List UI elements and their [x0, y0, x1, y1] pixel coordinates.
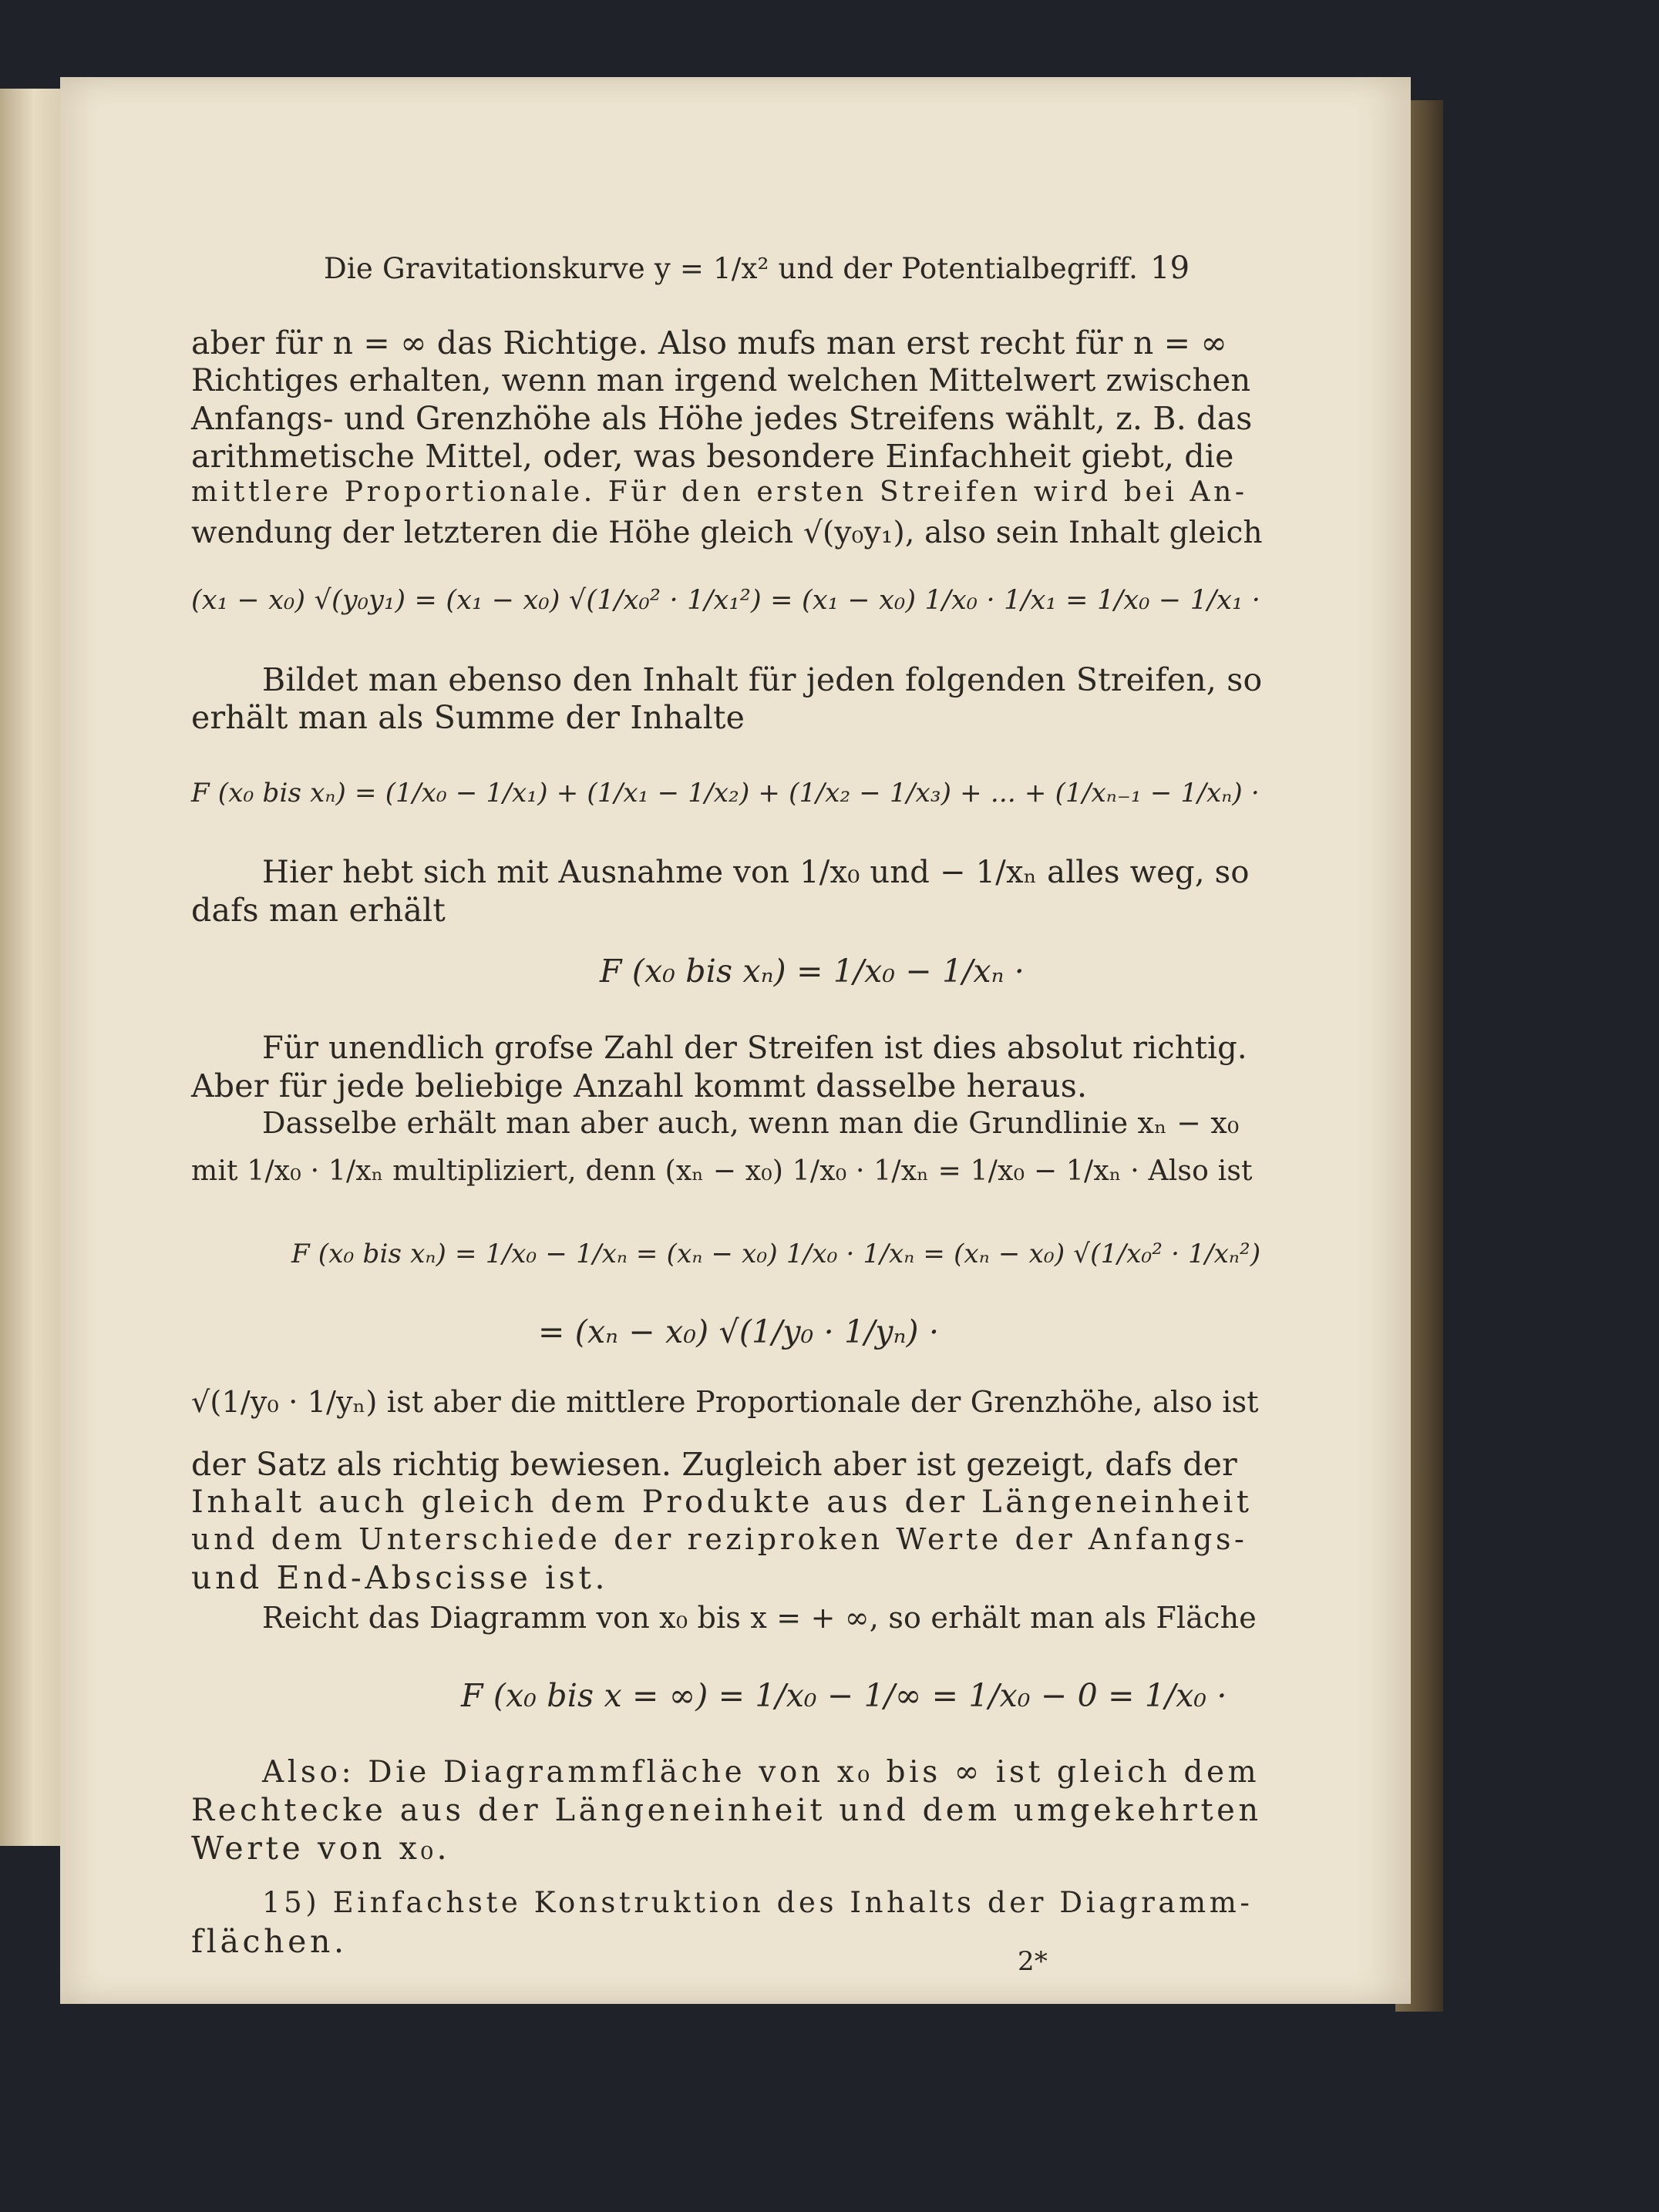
equation-infinite-area: F (x₀ bis x = ∞) = 1/x₀ − 1/∞ = 1/x₀ − 0 = 1/x₀ ·	[461, 1677, 1227, 1714]
text-line: der Satz als richtig bewiesen. Zugleich aber ist gezeigt, dafs der	[191, 1446, 1237, 1483]
text-line: Inhalt auch gleich dem Produkte aus der Längeneinheit	[191, 1484, 1253, 1520]
text-line: √(1/y₀ · 1/yₙ) ist aber die mittlere Proportionale der Grenzhöhe, also ist	[191, 1385, 1259, 1419]
text-line: Bildet man ebenso den Inhalt für jeden folgenden Streifen, so	[262, 661, 1263, 698]
signature-mark: 2*	[1018, 1946, 1048, 1977]
equation-geometric-mean: = (xₙ − x₀) √(1/y₀ · 1/yₙ) ·	[538, 1313, 940, 1350]
text-line: Werte von x₀.	[191, 1830, 451, 1867]
text-line: Also: Die Diagrammfläche von x₀ bis ∞ ist gleich dem	[262, 1755, 1260, 1790]
text-line: mit 1/x₀ · 1/xₙ multipliziert, denn (xₙ − x₀) 1/x₀ · 1/xₙ = 1/x₀ − 1/xₙ · Also ist	[191, 1155, 1253, 1187]
equation-first-strip: (x₁ − x₀) √(y₀y₁) = (x₁ − x₀) √(1/x₀² · 1/x₁²) = (x₁ − x₀) 1/x₀ · 1/x₁ = 1/x₀ − 1/x₁ ·	[191, 585, 1261, 616]
left-page-edge	[0, 89, 63, 1846]
text-line: Für unendlich grofse Zahl der Streifen ist dies absolut richtig.	[262, 1030, 1247, 1066]
text-line: und End-Abscisse ist.	[191, 1559, 609, 1596]
text-line: Hier hebt sich mit Ausnahme von 1/x₀ und − 1/xₙ alles weg, so	[262, 855, 1250, 890]
text-line: arithmetische Mittel, oder, was besondere Einfachheit giebt, die	[191, 438, 1234, 475]
equation-area-result: F (x₀ bis xₙ) = 1/x₀ − 1/xₙ ·	[600, 953, 1025, 990]
text-line: Richtiges erhalten, wenn man irgend welchen Mittelwert zwischen	[191, 363, 1251, 398]
text-line: erhält man als Summe der Inhalte	[191, 699, 745, 736]
text-line: Rechtecke aus der Längeneinheit und dem umgekehrten	[191, 1793, 1262, 1828]
text-line: Dasselbe erhält man aber auch, wenn man die Grundlinie xₙ − x₀	[262, 1106, 1240, 1140]
section-heading: 15) Einfachste Konstruktion des Inhalts der Diagramm-	[262, 1886, 1254, 1919]
running-title: Die Gravitationskurve y = 1/x² und der Potentialbegriff.	[324, 252, 1139, 285]
text-line: mittlere Proportionale. Für den ersten Streifen wird bei An-	[191, 476, 1248, 508]
text-line: Reicht das Diagramm von x₀ bis x = + ∞, so erhält man als Fläche	[262, 1601, 1257, 1635]
equation-sum-of-strips: F (x₀ bis xₙ) = (1/x₀ − 1/x₁) + (1/x₁ − 1/x₂) + (1/x₂ − 1/x₃) + ... + (1/xₙ₋₁ − 1/xₙ) ·	[191, 778, 1260, 808]
text-line: aber für n = ∞ das Richtige. Also mufs man erst recht für n = ∞	[191, 324, 1227, 361]
book-page	[60, 77, 1411, 2004]
page-number: 19	[1150, 250, 1190, 286]
text-line: Aber für jede beliebige Anzahl kommt dasselbe heraus.	[191, 1067, 1088, 1104]
text-line: Anfangs- und Grenzhöhe als Höhe jedes Streifens wählt, z. B. das	[191, 400, 1253, 437]
text-line: dafs man erhält	[191, 892, 446, 929]
text-line: wendung der letzteren die Höhe gleich √(y₀y₁), also sein Inhalt gleich	[191, 516, 1263, 550]
section-heading-continuation: flächen.	[191, 1923, 348, 1960]
text-line: und dem Unterschiede der reziproken Werte der Anfangs-	[191, 1522, 1248, 1556]
equation-area-identity: F (x₀ bis xₙ) = 1/x₀ − 1/xₙ = (xₙ − x₀) 1/x₀ · 1/xₙ = (xₙ − x₀) √(1/x₀² · 1/xₙ²)	[291, 1239, 1261, 1269]
